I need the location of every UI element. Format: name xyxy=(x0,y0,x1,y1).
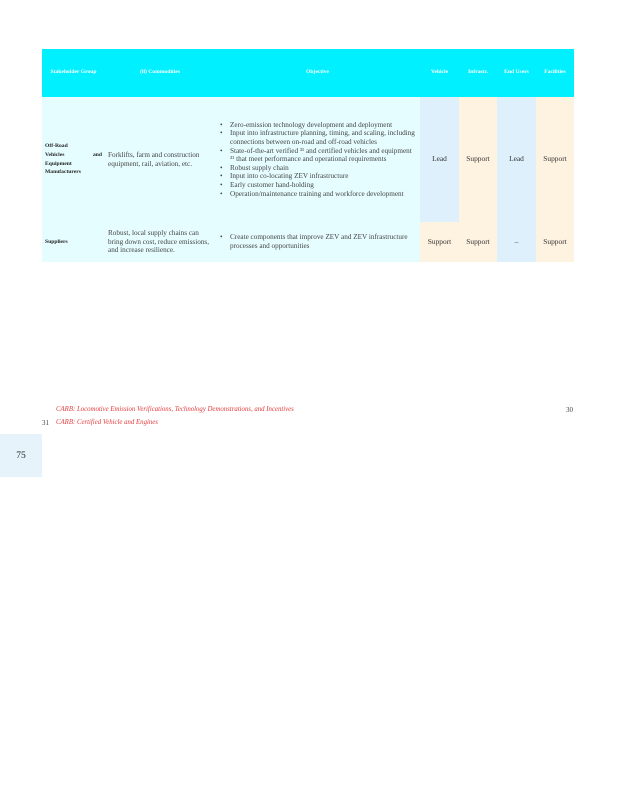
objective-list xyxy=(218,121,417,199)
objective-item: • Input into infrastructure planning, timing, and scaling, including connections between on-road and off-road vehicles xyxy=(218,129,417,146)
header-examples: (ll) Commodities xyxy=(105,49,215,97)
page-number-badge xyxy=(0,434,42,477)
group-line: Equipment xyxy=(45,160,72,167)
objective-item: • Input into co-locating ZEV infrastructure xyxy=(218,172,417,181)
objective-item: • State-of-the-art verified ³¹ and certified vehicles and equipment ³¹ that meet performance and operational requirements xyxy=(218,147,417,164)
table-header-row xyxy=(42,49,574,97)
stakeholder-group-cell: Suppliers xyxy=(42,222,105,262)
group-word: Vehicles xyxy=(45,151,65,158)
group-line: Manufacturers xyxy=(45,169,81,176)
footnote-31-number: 31 xyxy=(42,419,49,427)
footnote-30-number: 30 xyxy=(566,406,573,414)
objective-item: • Early customer hand-holding xyxy=(218,181,417,190)
role-vehicle: Support xyxy=(420,222,459,262)
header-infrastructure: Infrastr. xyxy=(459,49,497,97)
role-infrastructure: Support xyxy=(459,222,497,262)
page-number: 75 xyxy=(16,450,26,461)
role-facilities: Support xyxy=(536,222,574,262)
header-vehicle: Vehicle xyxy=(420,49,459,97)
objective-list xyxy=(218,233,417,250)
footnote-31-link[interactable]: CARB: Certified Vehicle and Engines xyxy=(56,419,158,426)
role-infrastructure: Support xyxy=(459,97,497,222)
objective-cell xyxy=(215,222,420,262)
group-line: Off-Road xyxy=(45,143,68,150)
objective-item: • Zero-emission technology development and deployment xyxy=(218,121,417,130)
stakeholder-table xyxy=(42,49,574,262)
objective-item: • Robust supply chain xyxy=(218,164,417,173)
table-row xyxy=(42,222,574,262)
table-row xyxy=(42,97,574,222)
objective-item: • Create components that improve ZEV and ZEV infrastructure processes and opportunities xyxy=(218,233,417,250)
role-end-users: – xyxy=(497,222,536,262)
header-end-users: End Users xyxy=(497,49,536,97)
stakeholder-group-cell xyxy=(42,97,105,222)
group-word: and xyxy=(92,151,102,158)
footnote-30-link[interactable]: CARB: Locomotive Emission Verifications, Technology Demonstrations, and Incentives xyxy=(56,406,294,413)
header-stakeholder-group: Stakeholder Group xyxy=(42,49,105,97)
objective-item: • Operation/maintenance training and workforce development xyxy=(218,190,417,199)
group-line xyxy=(45,151,102,160)
header-objective: Objective xyxy=(215,49,420,97)
objective-cell xyxy=(215,97,420,222)
role-vehicle: Lead xyxy=(420,97,459,222)
examples-cell: Robust, local supply chains can bring down cost, reduce emissions, and increase resilience. xyxy=(105,222,215,262)
role-end-users: Lead xyxy=(497,97,536,222)
role-facilities: Support xyxy=(536,97,574,222)
header-facilities: Facilities xyxy=(536,49,574,97)
examples-cell: Forklifts, farm and construction equipment, rail, aviation, etc. xyxy=(105,97,215,222)
